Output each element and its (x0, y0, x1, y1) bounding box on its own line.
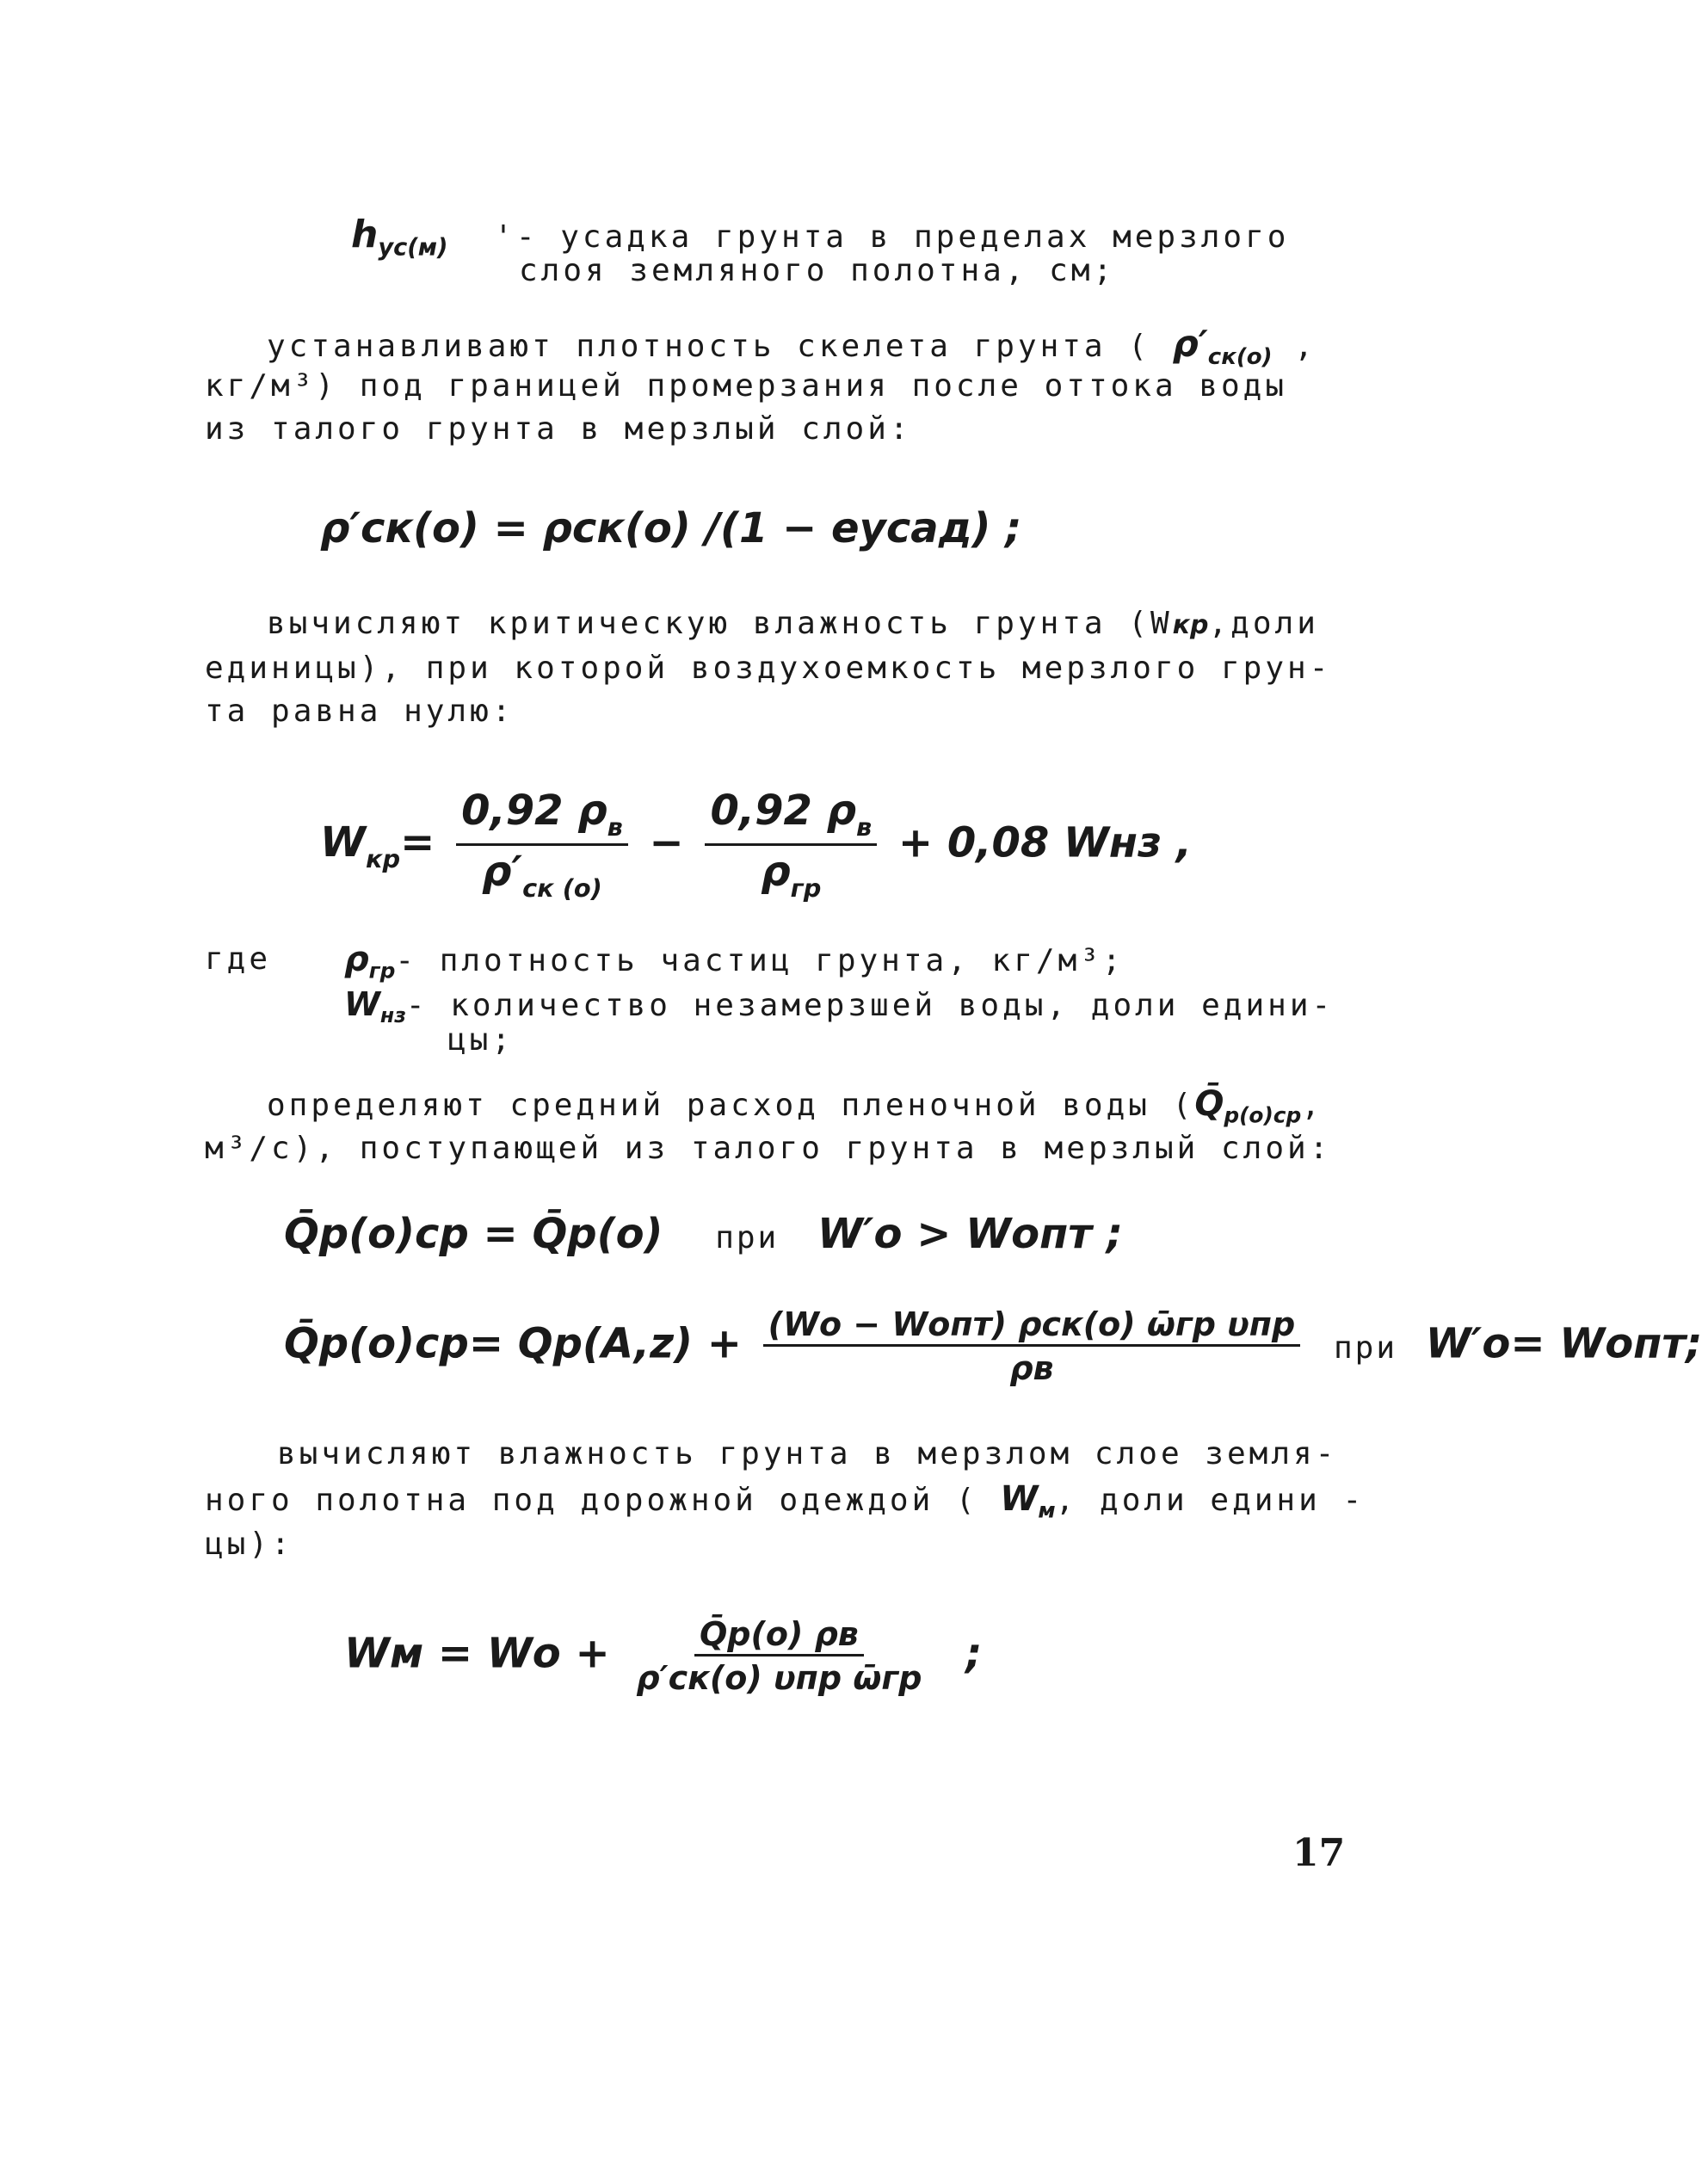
paragraph-frozen-moisture-line2: ного полотна под дорожной одеждой ( $W_м$, доли едини - (205, 1479, 1366, 1523)
definition-husm-line2: слоя земляного полотна, см; (519, 253, 1116, 288)
definition-husm: $h_{ус(м)}$ '- усадка грунта в пределах мерзлого (351, 213, 1290, 262)
paragraph-film-water-line2: м³/с), поступающей из талого грунта в мерзлый слой: (205, 1131, 1332, 1166)
paragraph-critical-moisture-line1: вычисляют критическую влажность грунта (Wкр,доли (267, 606, 1319, 641)
equation-critical-moisture: $W_{кр}=$ $\frac{0,92 \rho_в}{\rho'_{ск (о)}}$ − $\frac{0,92 \rho_в}{\rho_{гр}}$ + 0,08 Wнз , (320, 787, 1192, 903)
where-item-particle-density: $\rho_{гр}-$ плотность частиц грунта, кг/м³; (344, 940, 1125, 984)
paragraph-skeleton-density-line3: из талого грунта в мерзлый слой: (205, 411, 912, 447)
paragraph-skeleton-density-line1: устанавливают плотность скелета грунта ( $\rho'_{ск(о)}$ , (267, 323, 1317, 371)
where-item-unfrozen-water-line2: цы; (447, 1022, 515, 1058)
equation-film-water-1: Q̄p(о)ср = Q̄p(о) при W′о > Wопт ; (284, 1210, 1123, 1258)
paragraph-film-water-line1: определяют средний расход пленочной воды ($Q̄_{p(о)ср}$, (267, 1084, 1323, 1128)
page-number: 17 (1292, 1831, 1346, 1875)
equation-film-water-2: Q̄p(о)ср= Qp(A,z) + $\frac{\text{(Wо − Wопт) ρск(о) ω̄гр υпр}}{\rho в}$ при W′о= Wопт; (284, 1305, 1702, 1387)
paragraph-critical-moisture-line2: единицы), при которой воздухоемкость мерзлого грун- (205, 651, 1332, 686)
where-label: где (205, 941, 272, 977)
equation-skeleton-density: ρ′ск(о) = ρск(о) /(1 − eусад) ; (320, 504, 1022, 552)
paragraph-skeleton-density-line2: кг/м³) под границей промерзания после оттока воды (205, 368, 1288, 404)
paragraph-frozen-moisture-line1: вычисляют влажность грунта в мерзлом слое земля- (277, 1436, 1338, 1471)
where-item-unfrozen-water: $W_{нз}-$ количество незамерзшей воды, доли едини- (344, 985, 1335, 1028)
equation-frozen-moisture: Wм = Wо + $\frac{Q̄p(о) \rho в}{\text{ρ′ск(о) υпр ω̄гр}}$ ; (344, 1615, 983, 1697)
paragraph-critical-moisture-line3: та равна нулю: (205, 694, 515, 729)
paragraph-frozen-moisture-line3: цы): (205, 1527, 293, 1562)
